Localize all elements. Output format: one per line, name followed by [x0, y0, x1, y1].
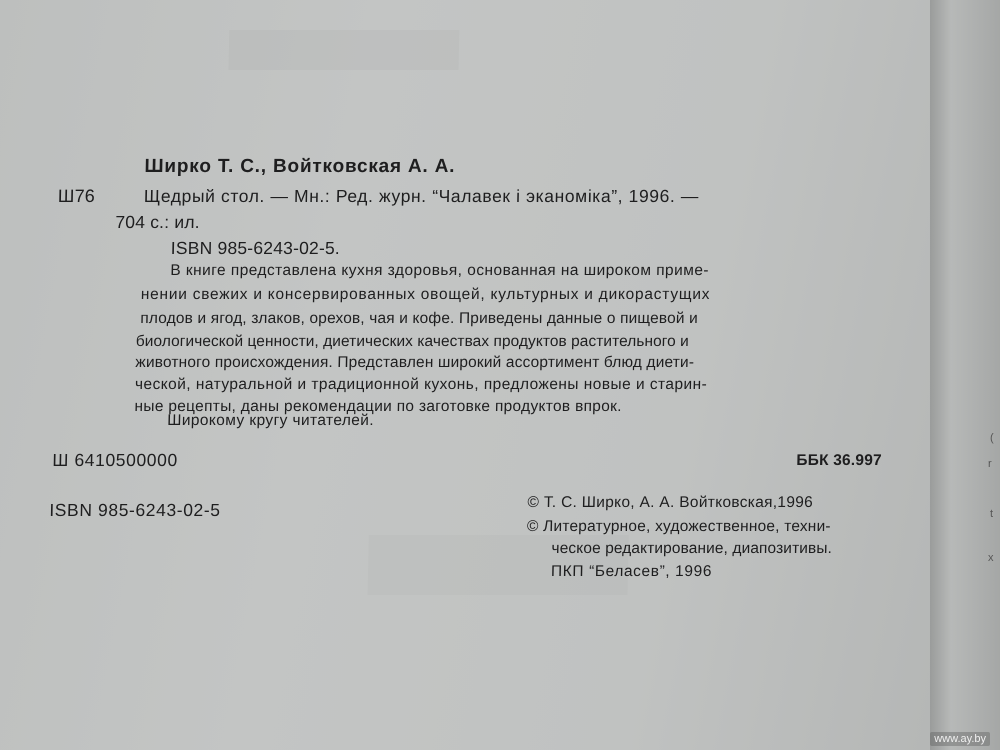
bbk-code: ББК 36.997	[796, 452, 883, 469]
isbn-line: ISBN 985-6243-02-5.	[170, 238, 341, 258]
audience-line: Широкому кругу читателей.	[167, 412, 375, 429]
annotation-line: нении свежих и консервированных овощей, культурных и дикорастущих	[140, 286, 711, 303]
annotation-line: ные рецепты, даны рекомендации по заготовке продуктов впрок.	[134, 398, 622, 415]
copyright-line: ческое редактирование, диапозитивы.	[551, 540, 833, 557]
bleed-through-shadow	[229, 30, 460, 70]
annotation-line: ческой, натуральной и традиционной кухонь, предложены новые и старин-	[134, 376, 708, 393]
watermark: www.ay.by	[930, 732, 990, 746]
page-edge-mark: r	[988, 458, 992, 470]
annotation-line: биологической ценности, диетических качествах продуктов растительного и	[135, 333, 690, 350]
next-page-edge	[930, 0, 1000, 750]
footer-isbn: ISBN 985-6243-02-5	[49, 500, 221, 520]
annotation-line: животного происхождения. Представлен широкий ассортимент блюд диети-	[135, 354, 695, 371]
title-line: Щедрый стол. — Мн.: Ред. журн. “Чалавек і эканоміка”, 1996. —	[143, 186, 700, 206]
page-edge-mark: t	[990, 508, 994, 520]
catalog-code: Ш76	[57, 186, 96, 206]
page-edge-mark: x	[988, 552, 994, 564]
copyright-line: © Литературное, художественное, техни-	[526, 518, 831, 535]
annotation-line: плодов и ягод, злаков, орехов, чая и кофе. Приведены данные о пищевой и	[140, 310, 699, 327]
author-line: Ширко Т. С., Войтковская А. А.	[144, 156, 456, 177]
copyright-line: ПКП “Беласев”, 1996	[550, 563, 713, 580]
page-edge-mark: (	[990, 432, 994, 444]
classification-code: Ш 6410500000	[52, 450, 179, 470]
annotation-line: В книге представлена кухня здоровья, основанная на широком приме-	[170, 262, 710, 279]
copyright-line: © Т. С. Ширко, А. А. Войтковская,1996	[527, 494, 814, 511]
pages-line: 704 с.: ил.	[115, 212, 201, 232]
